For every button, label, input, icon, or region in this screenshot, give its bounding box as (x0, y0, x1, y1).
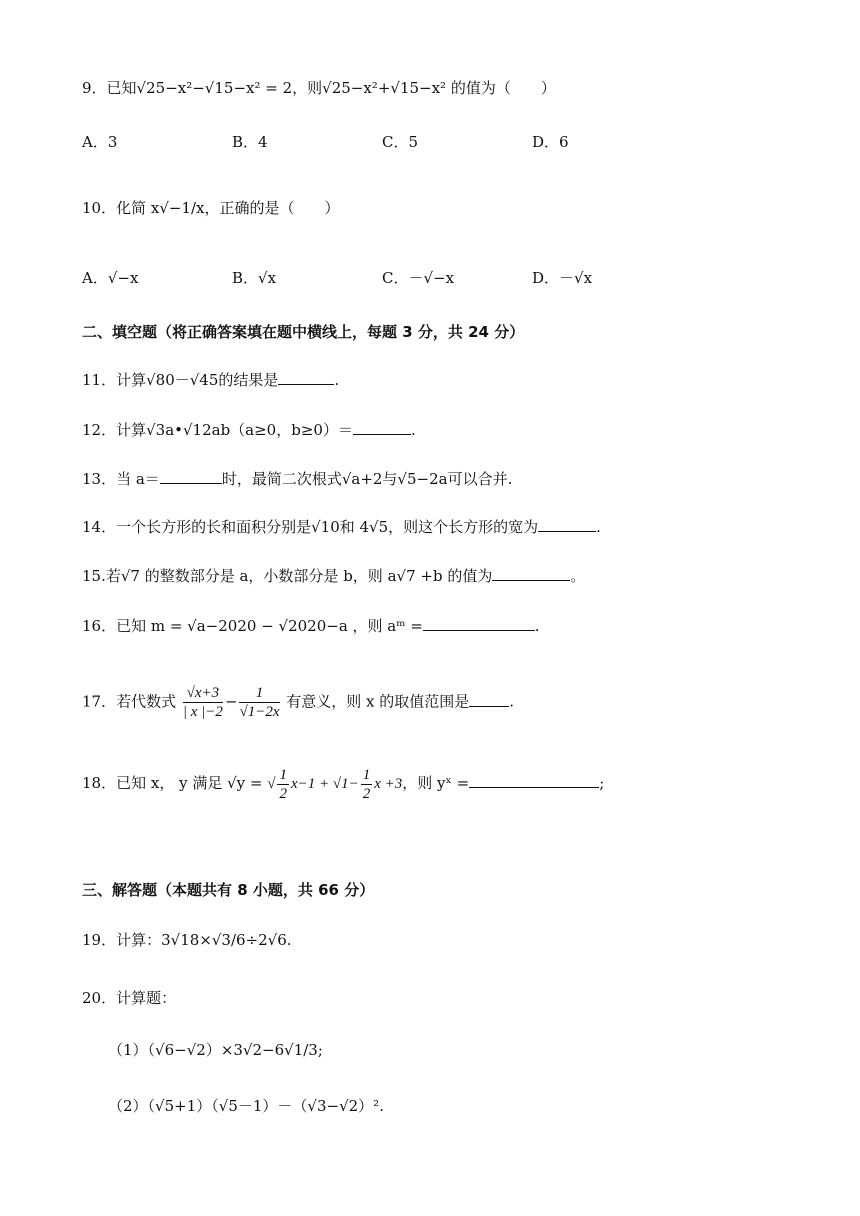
q9-option-c: C．5 (382, 133, 419, 151)
answer-blank (353, 418, 411, 435)
answer-blank (423, 614, 535, 631)
question-14: 14．一个长方形的长和面积分别是√10和 4√5，则这个长方形的宽为 . (82, 515, 601, 537)
q9-option-b: B．4 (232, 133, 268, 151)
answer-blank (469, 771, 599, 788)
question-17-text-a: 17．若代数式 (82, 692, 177, 711)
section-2-heading: 二、填空题（将正确答案填在题中横线上，每题 3 分，共 24 分） (82, 323, 525, 341)
q17-fraction-1: $\frac{√x+3}{| x |-2}$ (182, 685, 223, 720)
question-13-text-b: 时，最简二次根式√a+2与√5−2a可以合并. (221, 470, 513, 488)
question-18-text-a: 18．已知 x， y 满足 √y = (82, 773, 263, 792)
q10-option-a: A．√−x (82, 269, 139, 287)
question-20-part-2: （2）（√5+1）（√5－1）－（√3−√2）². (108, 1097, 384, 1115)
q17-fraction-2: $\frac{1}{√1-2x}$ (239, 685, 280, 720)
question-16-text: 16．已知 m = √a−2020 − √2020−a ，则 aᵐ = (82, 617, 423, 635)
answer-blank (469, 690, 509, 707)
question-20 (82, 988, 176, 1008)
q10-option-c: C．－√−x (382, 269, 455, 287)
question-10 (82, 198, 340, 218)
question-12-text: 12．计算√3a•√12ab（a≥0，b≥0）＝ (82, 421, 353, 439)
answer-blank (492, 564, 570, 581)
answer-blank (160, 467, 222, 484)
question-12: 12．计算√3a•√12ab（a≥0，b≥0）＝ . (82, 418, 416, 440)
q18-expression: √ $\frac{1}{2}$ x−1 + √1− $\frac{1}{2}$ x +3 (267, 767, 403, 802)
question-15: 15.若√7 的整数部分是 a，小数部分是 b，则 a√7 +b 的值为 。 (82, 564, 585, 586)
question-19 (82, 930, 292, 950)
question-18-text-b: ，则 yˣ = (402, 773, 470, 792)
question-10-text: 10．化简 x√−1/x，正确的是（ ） (82, 199, 340, 217)
question-14-text: 14．一个长方形的长和面积分别是√10和 4√5，则这个长方形的宽为 (82, 518, 539, 536)
question-15-text: 15.若√7 的整数部分是 a，小数部分是 b，则 a√7 +b 的值为 (82, 567, 493, 585)
question-9-text: 9．已知√25−x²−√15−x² = 2，则√25−x²+√15−x² 的值为（ ） (82, 79, 556, 97)
q9-option-a: A．3 (82, 133, 118, 151)
question-9 (82, 78, 556, 98)
section-3-heading: 三、解答题（本题共有 8 小题，共 66 分） (82, 881, 375, 899)
q10-option-d: D．－√x (532, 269, 593, 287)
question-18: 18．已知 x， y 满足 √y = √ $\frac{1}{2}$ x−1 + √1− $\frac{1}{2}$ x +3，则 yˣ = ; (82, 767, 605, 802)
q10-option-b: B．√x (232, 269, 277, 287)
question-16: 16．已知 m = √a−2020 − √2020−a ，则 aᵐ = . (82, 614, 540, 636)
question-20-text: 20．计算题： (82, 989, 177, 1007)
question-17-text-b: 有意义，则 x 的取值范围是 (286, 692, 470, 711)
question-19-text: 19．计算：3√18×√3/6÷2√6. (82, 931, 292, 949)
question-20-part-1: （1）（√6−√2）×3√2−6√1/3; (108, 1041, 323, 1059)
question-17: 17．若代数式 $\frac{√x+3}{| x |-2}$ − $\frac{1}{√1-2x}$ 有意义，则 x 的取值范围是 . (82, 685, 515, 720)
question-11: 11．计算√80－√45的结果是 . (82, 368, 339, 390)
q9-option-d: D．6 (532, 133, 569, 151)
question-13-text-a: 13．当 a＝ (82, 470, 160, 488)
question-11-text: 11．计算√80－√45的结果是 (82, 371, 279, 389)
answer-blank (538, 515, 596, 532)
question-13 (82, 467, 512, 489)
answer-blank (278, 368, 334, 385)
